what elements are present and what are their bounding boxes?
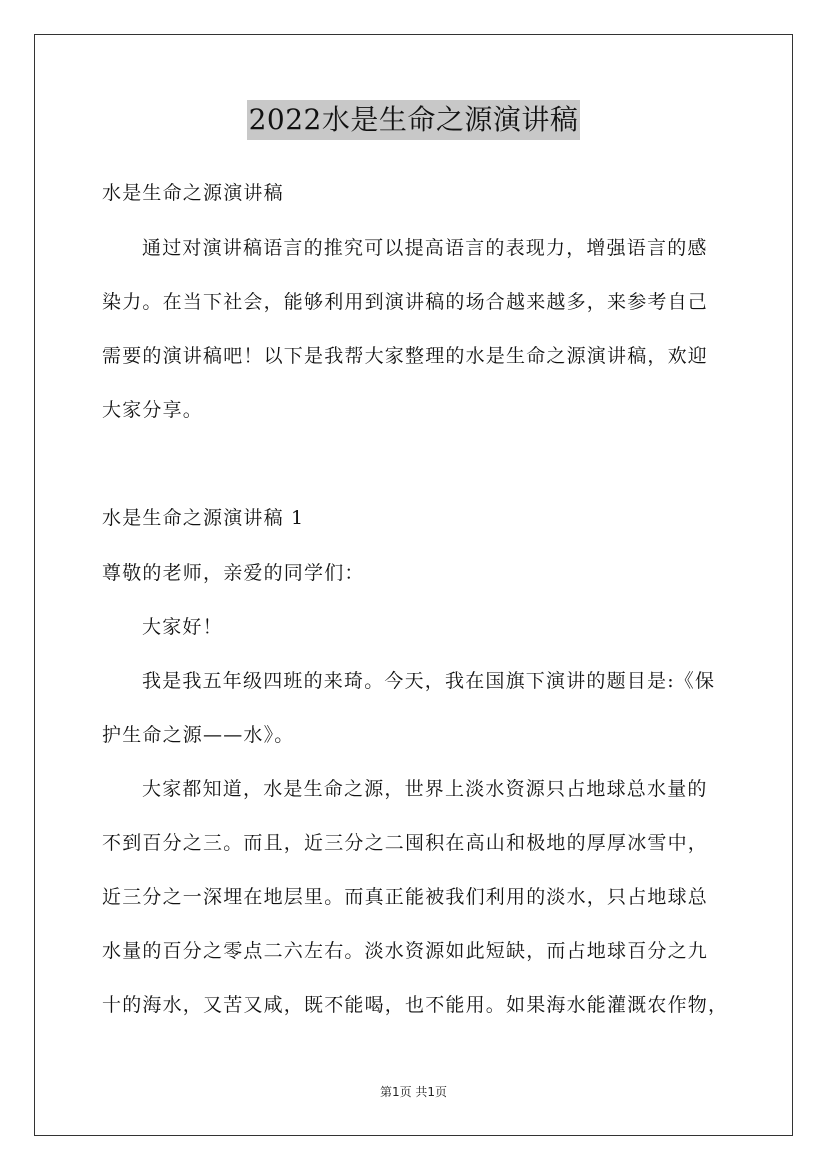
title-container — [0, 100, 827, 140]
paragraph-line: 染力。在当下社会，能够利用到演讲稿的场合越来越多，来参考自己 — [102, 291, 709, 313]
document-title: 2022水是生命之源演讲稿 — [247, 100, 581, 140]
greeting: 大家好！ — [142, 616, 223, 638]
salutation: 尊敬的老师，亲爱的同学们： — [102, 562, 365, 584]
paragraph-line: 护生命之源——水》。 — [102, 724, 295, 746]
paragraph-line: 通过对演讲稿语言的推究可以提高语言的表现力，增强语言的感 — [142, 237, 708, 259]
paragraph-line: 不到百分之三。而且，近三分之二囤积在高山和极地的厚厚冰雪中， — [102, 832, 709, 854]
paragraph-line: 水量的百分之零点二六左右。淡水资源如此短缺，而占地球百分之九 — [102, 940, 709, 962]
paragraph-line: 我是我五年级四班的来琦。今天，我在国旗下演讲的题目是:《保 — [142, 670, 716, 692]
page-footer: 第1页 共1页 — [379, 1085, 448, 1099]
paragraph-line: 十的海水，又苦又咸，既不能喝，也不能用。如果海水能灌溉农作物， — [102, 994, 729, 1016]
paragraph-line: 大家分享。 — [102, 399, 204, 421]
section-heading: 水是生命之源演讲稿 1 — [102, 507, 305, 529]
paragraph-line: 需要的演讲稿吧！以下是我帮大家整理的水是生命之源演讲稿，欢迎 — [102, 345, 709, 367]
paragraph-line: 近三分之一深埋在地层里。而真正能被我们利用的淡水，只占地球总 — [102, 886, 709, 908]
paragraph-line: 大家都知道，水是生命之源，世界上淡水资源只占地球总水量的 — [142, 778, 708, 800]
subtitle-line: 水是生命之源演讲稿 — [102, 182, 284, 204]
